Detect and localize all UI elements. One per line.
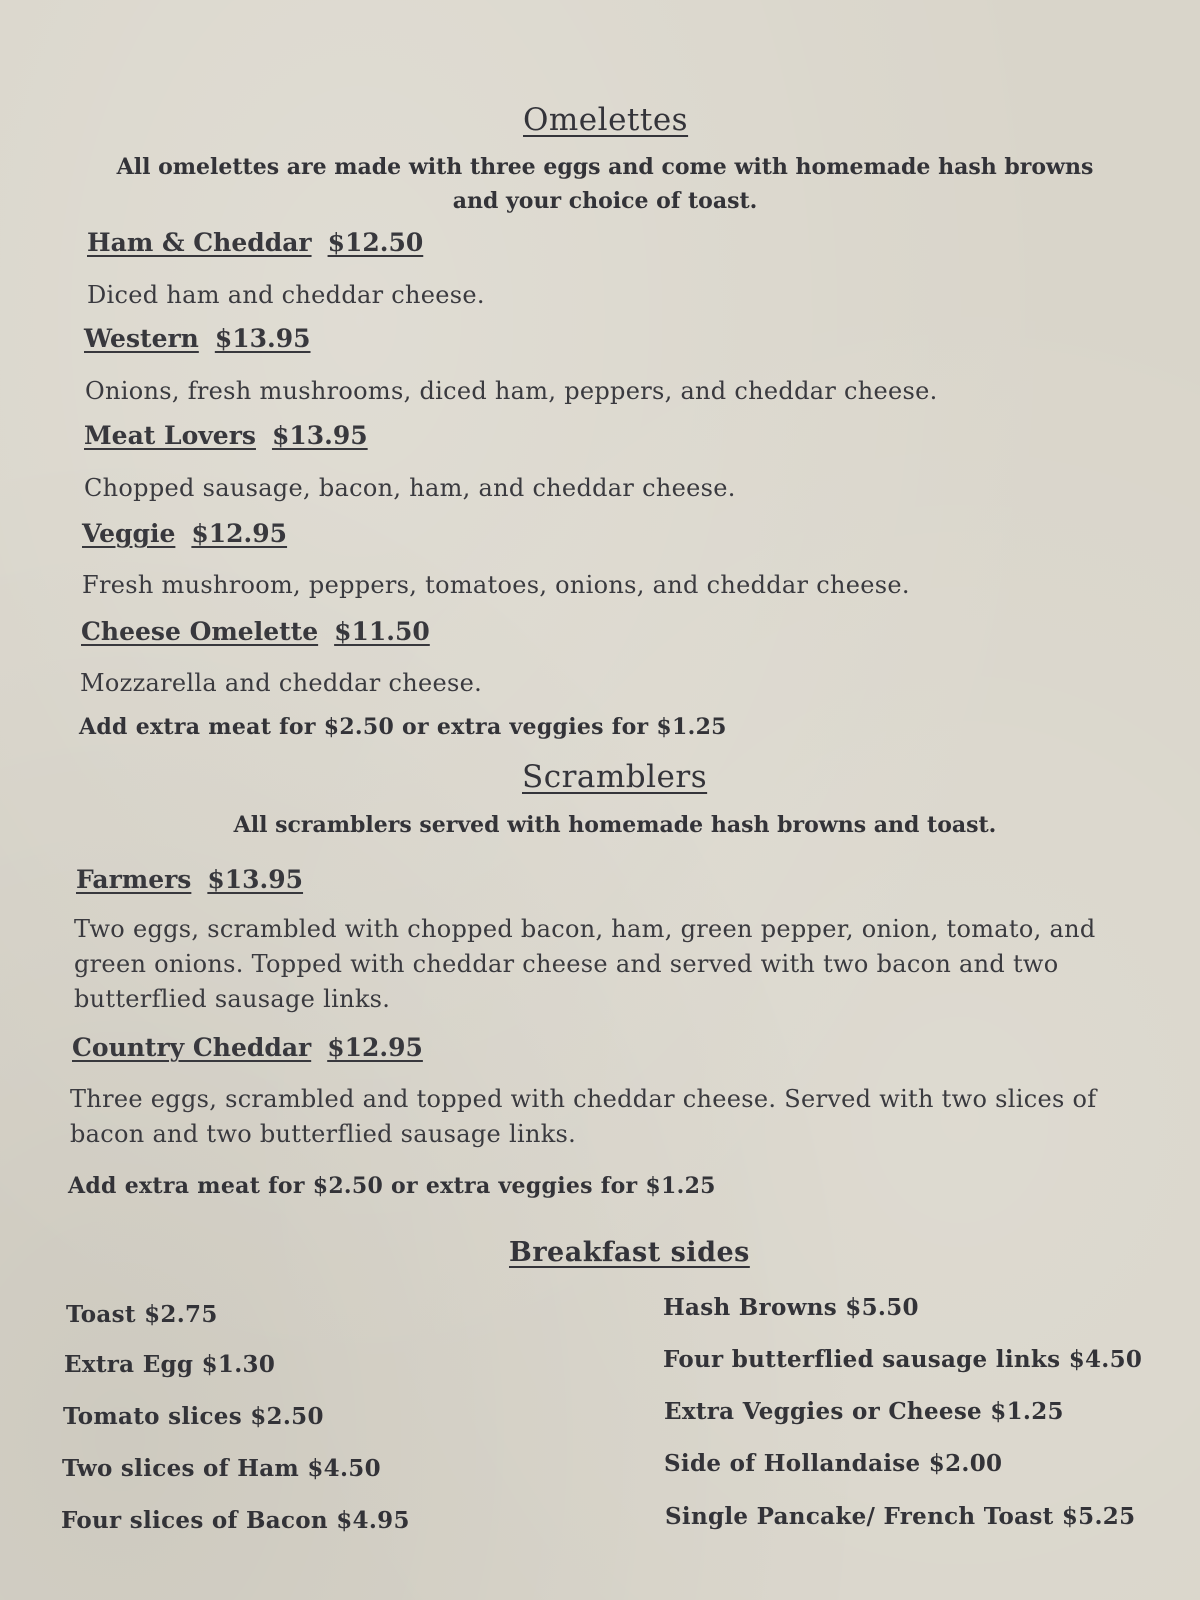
menu-item-farmers [76,865,303,894]
description-line: butterflied sausage links. [74,985,391,1013]
description-line: Two eggs, scrambled with chopped bacon, ham, green pepper, onion, tomato, and [74,915,1096,943]
side-item: Four slices of Bacon $4.95 [61,1507,410,1534]
omelettes-heading: Omelettes [523,102,689,138]
scramblers-heading: Scramblers [522,759,708,795]
item-price: $13.95 [271,421,368,450]
description-line: green onions. Topped with cheddar cheese and served with two bacon and two [74,950,1059,978]
item-name: Ham & Cheddar [87,228,312,257]
side-item: Toast $2.75 [66,1301,218,1328]
scramblers-addon-note: Add extra meat for $2.50 or extra veggies for $1.25 [68,1173,716,1199]
item-name: Cheese Omelette [81,617,319,646]
item-description: Diced ham and cheddar cheese. [87,281,485,309]
item-price: $12.50 [327,228,424,257]
item-description: Chopped sausage, bacon, ham, and cheddar cheese. [84,474,736,502]
item-description: Onions, fresh mushrooms, diced ham, peppers, and cheddar cheese. [85,377,938,405]
side-item: Extra Veggies or Cheese $1.25 [664,1398,1064,1425]
omelettes-intro: All omelettes are made with three eggs and come with homemade hash browns and your choice of toast. [116,154,1094,214]
item-price: $12.95 [327,1033,423,1062]
item-price: $13.95 [214,324,311,353]
side-item: Side of Hollandaise $2.00 [664,1450,1003,1477]
item-price: $12.95 [191,519,288,548]
menu-item-country-cheddar [72,1033,423,1062]
menu-item-meat-lovers [84,421,368,450]
menu-item-ham-cheddar [87,228,423,257]
menu-item-veggie [82,519,287,548]
item-name: Farmers [76,865,192,894]
item-name: Meat Lovers [84,421,256,450]
item-name: Western [84,324,199,353]
side-item: Extra Egg $1.30 [64,1351,276,1378]
side-item: Two slices of Ham $4.50 [62,1455,381,1482]
item-description: Mozzarella and cheddar cheese. [80,669,483,697]
menu-item-western [84,324,311,353]
description-line: Three eggs, scrambled and topped with cheddar cheese. Served with two slices of [70,1085,1097,1113]
side-item: Hash Browns $5.50 [663,1294,919,1321]
breakfast-sides-heading: Breakfast sides [509,1237,750,1268]
item-name: Country Cheddar [72,1033,312,1062]
item-description: Fresh mushroom, peppers, tomatoes, onions, and cheddar cheese. [82,571,910,599]
side-item: Single Pancake/ French Toast $5.25 [665,1503,1136,1530]
scramblers-intro: All scramblers served with homemade hash browns and toast. [233,812,997,838]
menu-item-cheese-omelette [81,617,430,646]
item-name: Veggie [82,519,176,548]
side-item: Tomato slices $2.50 [63,1403,324,1430]
item-price: $11.50 [334,617,430,646]
item-price: $13.95 [207,865,304,894]
item-description [70,1082,1150,1152]
omelettes-addon-note: Add extra meat for $2.50 or extra veggies for $1.25 [79,714,727,740]
item-description [74,912,1144,1017]
description-line: bacon and two butterflied sausage links. [70,1120,577,1148]
side-item: Four butterflied sausage links $4.50 [663,1346,1143,1373]
